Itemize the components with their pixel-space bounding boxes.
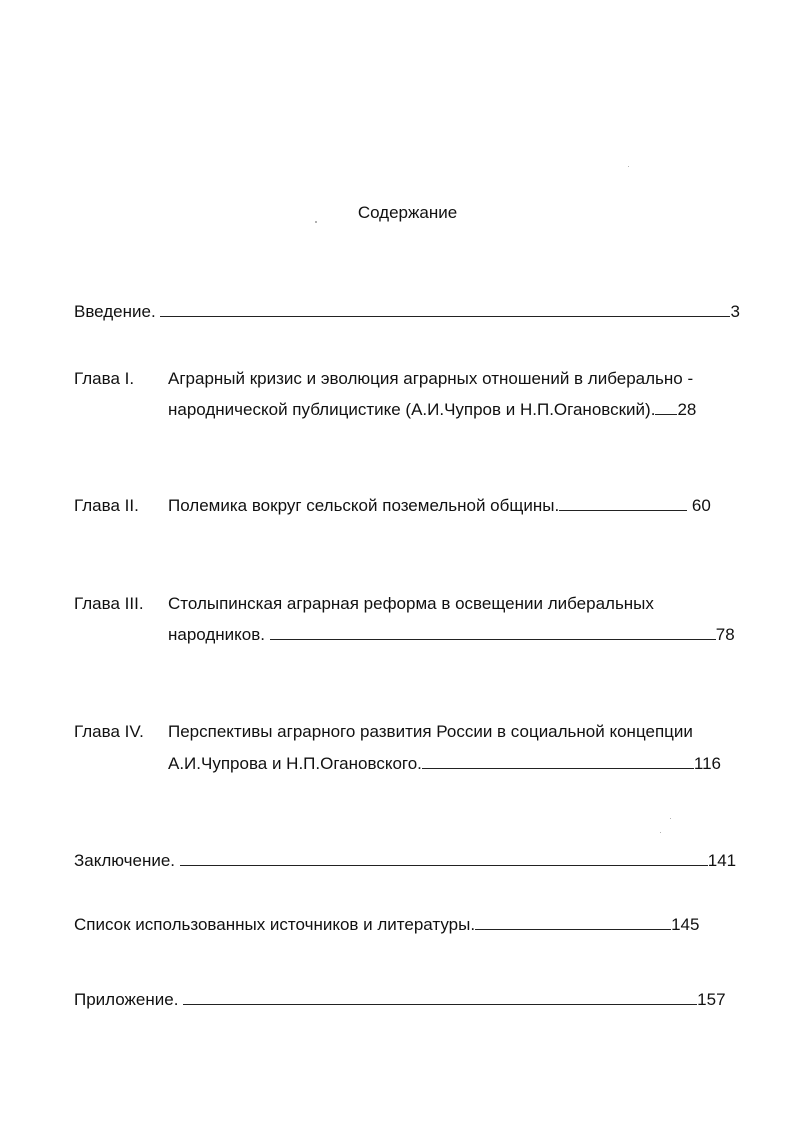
toc-entry-ch2[interactable] bbox=[168, 496, 711, 516]
leader-line bbox=[180, 851, 708, 866]
toc-entry-ch3-line2[interactable] bbox=[168, 625, 735, 645]
toc-entry-ch1-line2[interactable] bbox=[168, 400, 696, 420]
leader-line bbox=[183, 990, 697, 1005]
leader-line bbox=[270, 625, 716, 640]
chapter-label: Глава II. bbox=[74, 496, 139, 515]
chapter-label: Глава I. bbox=[74, 369, 135, 388]
toc-entry-text: Приложение. bbox=[74, 990, 179, 1009]
page-title: Содержание bbox=[357, 203, 458, 222]
toc-entry-text: Введение. bbox=[74, 302, 156, 321]
toc-entry-text: народников. bbox=[168, 625, 266, 644]
toc-page-number: 157 bbox=[697, 990, 726, 1009]
scan-speck bbox=[315, 221, 317, 223]
toc-entry-ch1-line1[interactable]: Аграрный кризис и эволюция аграрных отношений в либерально - bbox=[168, 369, 694, 388]
toc-entry-conclusion[interactable] bbox=[74, 851, 736, 871]
toc-entry-ch4-line1[interactable]: Перспективы аграрного развития России в социальной концепции bbox=[168, 722, 693, 741]
leader-line bbox=[422, 754, 694, 769]
toc-page-number: 28 bbox=[677, 400, 697, 419]
toc-page-number: 145 bbox=[671, 915, 700, 934]
leader-line bbox=[475, 915, 671, 930]
toc-entry-text: Список использованных источников и литературы. bbox=[74, 915, 476, 934]
chapter-label: Глава III. bbox=[74, 594, 144, 613]
toc-entry-appendix[interactable] bbox=[74, 990, 726, 1010]
toc-entry-intro[interactable] bbox=[74, 302, 740, 322]
toc-page-number: 141 bbox=[707, 851, 737, 870]
toc-entry-text: Полемика вокруг сельской поземельной общины. bbox=[168, 496, 560, 515]
toc-page-number: 3 bbox=[730, 302, 740, 321]
toc-entry-ch3-line1[interactable]: Столыпинская аграрная реформа в освещении либеральных bbox=[168, 594, 654, 613]
toc-entry-text: Заключение. bbox=[74, 851, 176, 870]
toc-entry-ch4-line2[interactable] bbox=[168, 754, 721, 774]
toc-entry-text: народнической публицистике (А.И.Чупров и Н.П.Огановский). bbox=[168, 400, 656, 419]
toc-page-number: 78 bbox=[715, 625, 735, 644]
leader-line bbox=[559, 496, 687, 511]
toc-page-number: 60 bbox=[691, 496, 711, 515]
chapter-label: Глава IV. bbox=[74, 722, 144, 741]
scan-speck bbox=[670, 818, 671, 819]
scan-speck bbox=[628, 166, 629, 167]
scan-speck bbox=[660, 832, 661, 833]
leader-line bbox=[655, 400, 677, 415]
leader-line bbox=[160, 302, 730, 317]
toc-entry-text: А.И.Чупрова и Н.П.Огановского. bbox=[168, 754, 422, 773]
toc-entry-sources[interactable] bbox=[74, 915, 699, 935]
toc-page-number: 116 bbox=[693, 754, 722, 773]
